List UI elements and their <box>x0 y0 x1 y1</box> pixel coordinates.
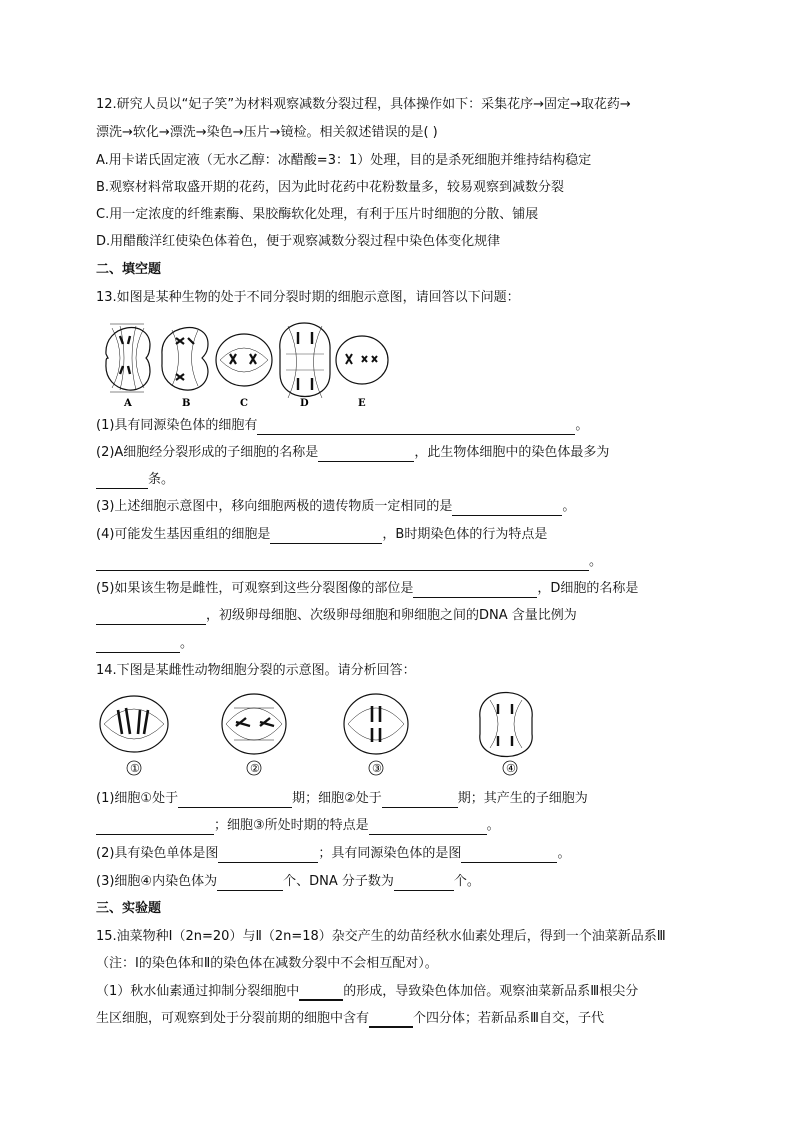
figure-label-2: ② <box>250 762 260 775</box>
q13-part1-end: 。 <box>575 418 589 433</box>
answer-blank[interactable] <box>96 556 589 571</box>
answer-blank[interactable] <box>369 820 487 835</box>
answer-blank[interactable] <box>218 848 318 863</box>
q13-part2-text-a: (2)A细胞经分裂形成的子细胞的名称是 <box>96 445 319 460</box>
q15-part1 <box>96 983 638 1001</box>
cell-e-diagram <box>336 336 388 384</box>
figure-label-c: C <box>240 398 248 409</box>
q14-part1-cont <box>96 817 500 835</box>
q14-stem: 14.下图是某雌性动物细胞分裂的示意图。请分析回答： <box>96 663 416 678</box>
q12-option-d: D.用醋酸洋红使染色体着色，便于观察减数分裂过程中染色体变化规律 <box>96 234 501 249</box>
q13-part5-text-a: (5)如果该生物是雌性，可观察到这些分裂图像的部位是 <box>96 581 414 596</box>
q14-part3-end: 个。 <box>453 874 480 889</box>
q14-part1-text-b: 期；细胞②处于 <box>292 791 382 806</box>
q15-stem-line2: （注：Ⅰ的染色体和Ⅱ的染色体在减数分裂中不会相互配对）。 <box>96 956 438 971</box>
q13-part3-text: (3)上述细胞示意图中，移向细胞两极的遗传物质一定相同的是 <box>96 499 453 514</box>
figure-label-e: E <box>358 398 366 409</box>
q13-part5-cont <box>96 607 577 625</box>
q15-part1-text-c: 生区细胞，可观察到处于分裂前期的细胞中含有 <box>96 1011 370 1026</box>
answer-blank[interactable] <box>461 848 557 863</box>
q13-part3-end: 。 <box>562 499 576 514</box>
cell-2-diagram <box>222 694 286 754</box>
figure-label-1: ① <box>130 762 140 775</box>
answer-blank[interactable] <box>369 1012 413 1028</box>
q14-part2-text-a: (2)具有染色单体是图 <box>96 846 219 861</box>
q14-part3-text-a: (3)细胞④内染色体为 <box>96 874 218 889</box>
figure-label-d: D <box>300 398 309 409</box>
cell-d-diagram <box>280 323 330 398</box>
q13-part4-end: 。 <box>589 554 603 569</box>
q14-part2-end: 。 <box>557 846 571 861</box>
q14-part1-text-d: ；细胞③所处时期的特点是 <box>214 818 369 833</box>
q14-cell-figure <box>96 686 536 778</box>
q14-part1 <box>96 790 588 808</box>
q14-part3-text-b: 个、DNA 分子数为 <box>283 874 394 889</box>
q14-part1-end: 。 <box>486 818 500 833</box>
cell-a-diagram <box>106 324 150 392</box>
q13-part4-text-b: ，B时期染色体的行为特点是 <box>382 527 548 542</box>
q13-part5 <box>96 580 638 598</box>
q12-option-b: B.观察材料常取盛开期的花药，因为此时花药中花粉数量多，较易观察到减数分裂 <box>96 180 565 195</box>
figure-label-4: ④ <box>506 762 516 775</box>
q12-option-c: C.用一定浓度的纤维素酶、果胶酶软化处理，有利于压片时细胞的分散、铺展 <box>96 207 539 222</box>
figure-label-3: ③ <box>372 762 382 775</box>
q13-cell-figure <box>100 314 400 410</box>
q14-part2 <box>96 845 570 863</box>
q12-stem-line1: 12.研究人员以“妃子笑”为材料观察减数分裂过程，具体操作如下：采集花序→固定→取花药→ <box>96 97 631 112</box>
answer-blank[interactable] <box>413 583 537 598</box>
q14-part3 <box>96 873 480 891</box>
q13-part4-text-a: (4)可能发生基因重组的细胞是 <box>96 527 271 542</box>
q13-part1 <box>96 417 588 435</box>
q13-part4-cont <box>96 553 602 571</box>
q13-part5-text-b: ，D细胞的名称是 <box>537 581 639 596</box>
q12-option-a: A.用卡诺氏固定液（无水乙醇：冰醋酸=3：1）处理，目的是杀死细胞并维持结构稳定 <box>96 153 592 168</box>
q13-part1-text: (1)具有同源染色体的细胞有 <box>96 418 258 433</box>
q13-part2-cont <box>96 471 174 489</box>
q13-part5-cont2 <box>96 635 193 653</box>
q15-part1-cont <box>96 1010 604 1028</box>
q13-part2-text-b: ，此生物体细胞中的染色体最多为 <box>414 445 610 460</box>
q15-part1-text-a: （1）秋水仙素通过抑制分裂细胞中 <box>96 984 300 999</box>
cell-1-diagram <box>100 696 168 752</box>
answer-blank[interactable] <box>299 985 343 1001</box>
answer-blank[interactable] <box>382 793 458 808</box>
section-experiment-heading: 三、实验题 <box>96 901 162 916</box>
answer-blank[interactable] <box>96 610 206 625</box>
q13-part2-text-c: 条。 <box>148 472 175 487</box>
q15-stem-line1: 15.油菜物种Ⅰ（2n=20）与Ⅱ（2n=18）杂交产生的幼苗经秋水仙素处理后，得到一个油菜新品系Ⅲ <box>96 929 666 944</box>
answer-blank[interactable] <box>217 876 283 891</box>
q15-part1-text-b: 的形成，导致染色体加倍。观察油菜新品系Ⅲ根尖分 <box>343 984 639 999</box>
q13-part2 <box>96 444 609 462</box>
answer-blank[interactable] <box>96 820 214 835</box>
q12-stem-line2: 漂洗→软化→漂洗→染色→压片→镜检。相关叙述错误的是( ) <box>96 125 438 140</box>
answer-blank[interactable] <box>96 638 180 653</box>
q13-part4 <box>96 526 547 544</box>
q14-part1-text-c: 期；其产生的子细胞为 <box>457 791 588 806</box>
q13-stem: 13.如图是某种生物的处于不同分裂时期的细胞示意图，请回答以下问题： <box>96 290 520 305</box>
answer-blank[interactable] <box>270 529 382 544</box>
q13-part5-end: 。 <box>180 636 194 651</box>
cell-3-diagram <box>344 694 408 754</box>
q15-part1-text-d: 个四分体；若新品系Ⅲ自交，子代 <box>413 1011 604 1026</box>
q14-part2-text-b: ；具有同源染色体的是图 <box>318 846 462 861</box>
q13-part3 <box>96 498 575 516</box>
answer-blank[interactable] <box>318 447 414 462</box>
cell-c-diagram <box>216 334 272 386</box>
cell-b-diagram <box>162 328 208 390</box>
answer-blank[interactable] <box>452 501 562 516</box>
answer-blank[interactable] <box>178 793 292 808</box>
answer-blank[interactable] <box>394 876 454 891</box>
figure-label-b: B <box>182 398 191 409</box>
answer-blank[interactable] <box>257 420 575 435</box>
q14-part1-text-a: (1)细胞①处于 <box>96 791 179 806</box>
cell-4-diagram <box>480 693 532 757</box>
section-fill-in-heading: 二、填空题 <box>96 262 162 277</box>
answer-blank[interactable] <box>96 474 148 489</box>
q13-part5-text-c: ，初级卵母细胞、次级卵母细胞和卵细胞之间的DNA 含量比例为 <box>206 608 577 623</box>
figure-label-a: A <box>124 398 132 409</box>
